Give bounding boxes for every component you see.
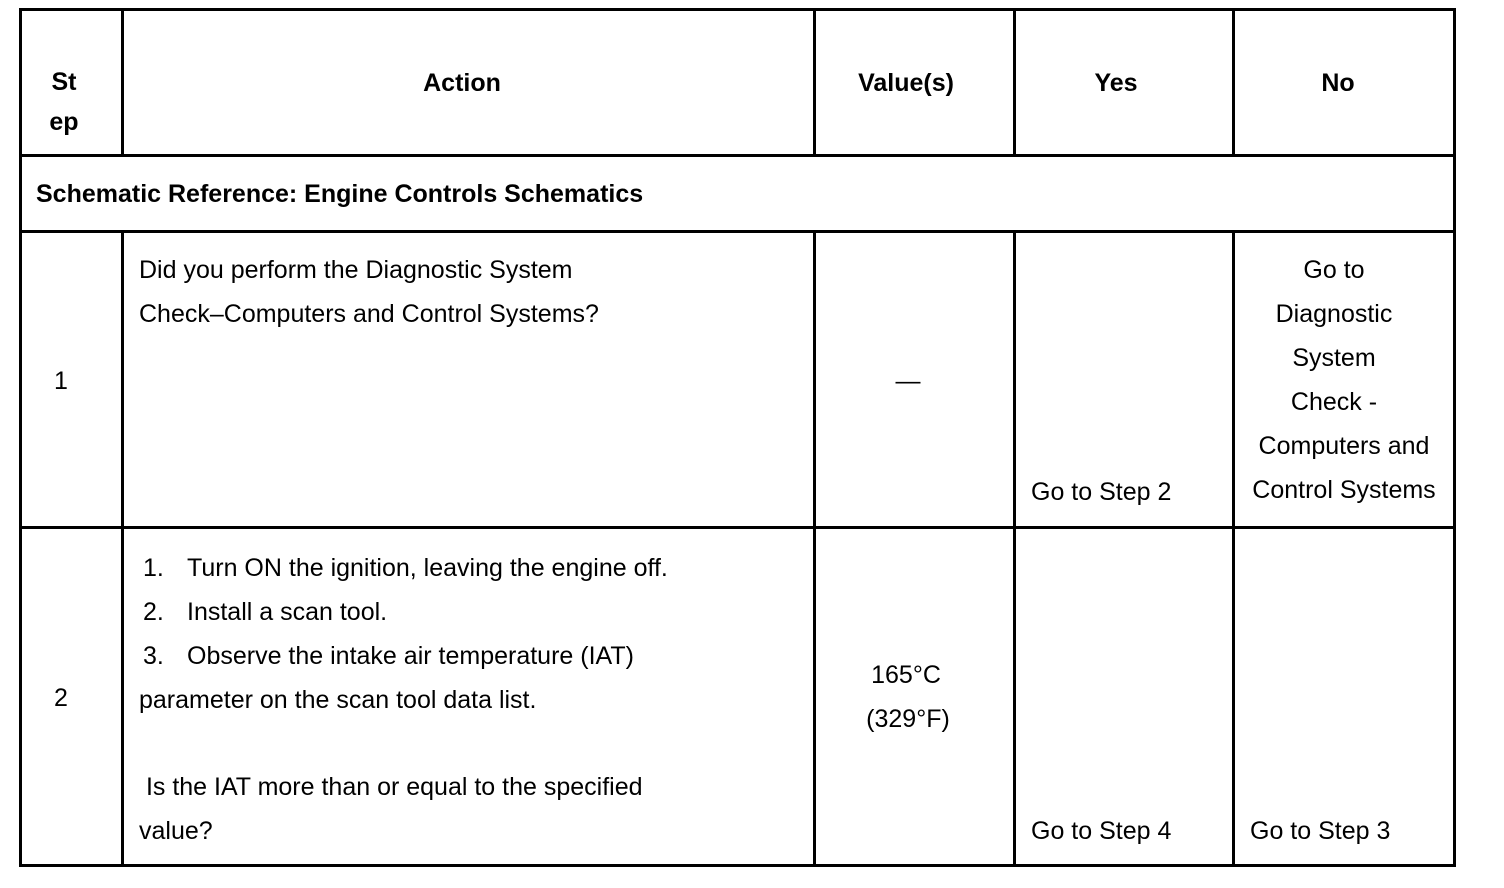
row1-no-line: Diagnostic [1275,300,1393,328]
header-step: St ep [49,68,79,136]
schematic-bottom-border [19,230,1456,233]
table-border-left [19,8,22,867]
row1-value: — [895,367,921,395]
table-border-bottom [19,864,1456,867]
header-no: No [1321,69,1355,97]
row2-yes[interactable]: Go to Step 4 [1031,817,1172,845]
table-border-top [19,8,1456,11]
row2-action-item-text: Turn ON the ignition, leaving the engine off. [187,554,668,582]
row2-action-item-num: 3. [143,642,164,670]
row2-action-question-line2: value? [139,817,213,845]
row1-no[interactable] [1235,248,1453,512]
row1-no-line: System [1292,344,1376,372]
row1-no-line: Go to [1303,256,1365,284]
schematic-reference: Schematic Reference: Engine Controls Schematics [36,180,644,208]
row2-action-item-num: 1. [143,554,164,582]
row2-step: 2 [54,684,68,712]
row2-value-celsius: 165°C [871,661,941,689]
col-divider-action-body [813,230,816,867]
row1-step: 1 [54,367,68,395]
header-yes: Yes [1094,69,1138,97]
row1-yes[interactable]: Go to Step 2 [1031,478,1172,506]
col-divider-value-body [1013,230,1016,867]
row2-action-item-num: 2. [143,598,164,626]
table-border-right [1453,8,1456,867]
row2-action-item-text: Install a scan tool. [187,598,388,626]
row1-action-line1: Did you perform the Diagnostic System [139,256,573,284]
row1-no-line: Check - [1290,388,1378,416]
row2-action-question-line1: Is the IAT more than or equal to the specified [139,773,643,801]
row1-no-line: Control Systems [1252,476,1436,504]
row2-action-continuation: parameter on the scan tool data list. [139,686,537,714]
row2-value-fahrenheit: (329°F) [866,705,950,733]
header-action: Action [423,69,501,97]
header-values: Value(s) [858,69,954,97]
row2-action-item-text: Observe the intake air temperature (IAT) [187,642,634,670]
header-bottom-border [19,154,1456,157]
row2-no[interactable]: Go to Step 3 [1250,817,1391,845]
row1-action-line2: Check–Computers and Control Systems? [139,300,599,328]
col-divider-step-body [121,230,124,867]
row1-no-line: Computers and [1258,432,1430,460]
row1-bottom-border [19,526,1456,529]
